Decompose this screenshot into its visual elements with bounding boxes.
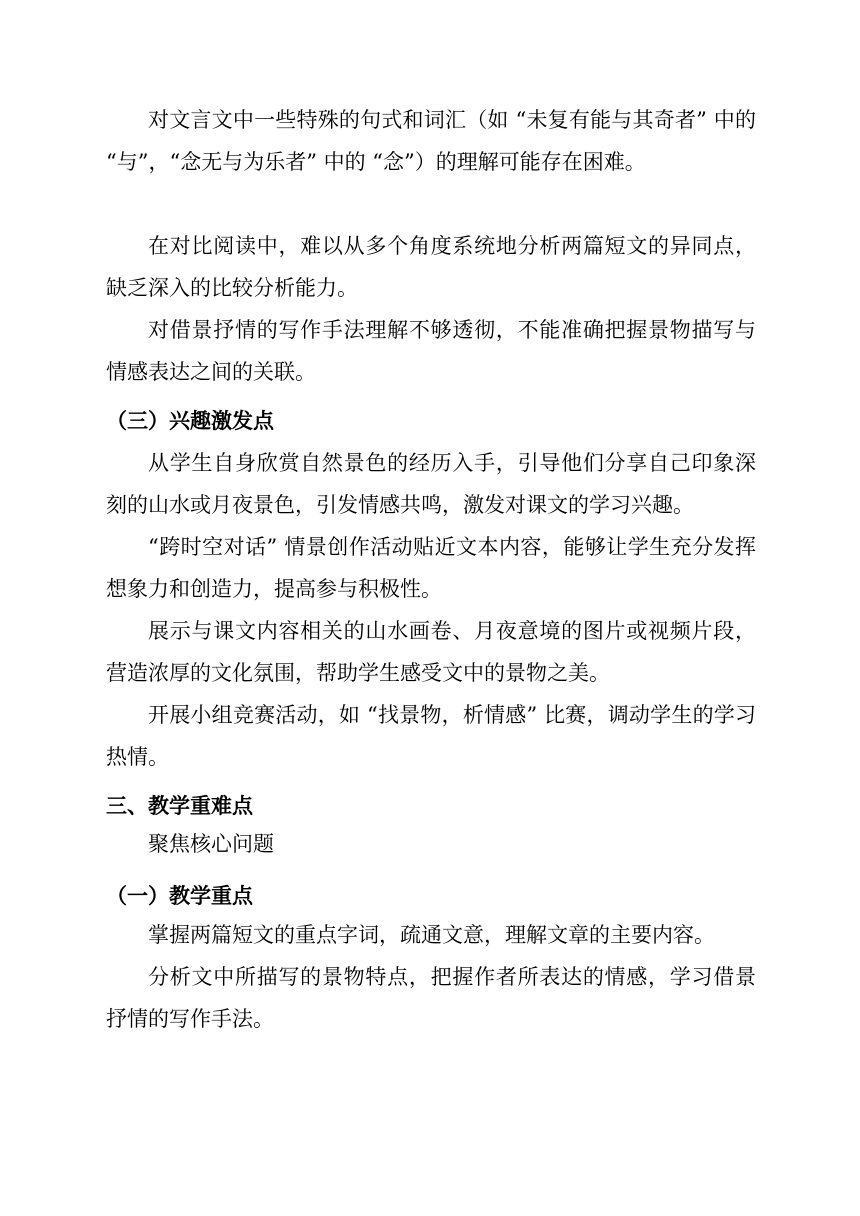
paragraph-difficulty-technique: 对借景抒情的写作手法理解不够透彻，不能准确把握景物描写与情感表达之间的关联。	[106, 318, 756, 384]
paragraph-difficulty-vocabulary: 对文言文中一些特殊的句式和词汇（如 “未复有能与其奇者” 中的 “与”，“念无与为乐者” 中的 “念”）的理解可能存在困难。	[106, 108, 756, 174]
paragraph-interest-media: 展示与课文内容相关的山水画卷、月夜意境的图片或视频片段，营造浓厚的文化氛围，帮助学生感受文中的景物之美。	[106, 619, 756, 685]
paragraph-focus-analysis: 分析文中所描写的景物特点，把握作者所表达的情感，学习借景抒情的写作手法。	[106, 965, 756, 1031]
paragraph-difficulty-comparison: 在对比阅读中，难以从多个角度系统地分析两篇短文的异同点，缺乏深入的比较分析能力。	[106, 234, 756, 300]
paragraph-core-question: 聚焦核心问题	[148, 832, 274, 856]
paragraph-interest-dialogue: “跨时空对话” 情景创作活动贴近文本内容，能够让学生充分发挥想象力和创造力，提高参与积极性。	[106, 535, 756, 601]
heading-teaching-focus: （一）教学重点	[106, 884, 253, 908]
heading-interest-points: （三）兴趣激发点	[106, 409, 274, 433]
heading-section-3: 三、教学重难点	[106, 794, 253, 818]
paragraph-interest-experience: 从学生自身欣赏自然景色的经历入手，引导他们分享自己印象深刻的山水或月夜景色，引发情感共鸣，激发对课文的学习兴趣。	[106, 451, 756, 517]
paragraph-interest-competition: 开展小组竞赛活动，如 “找景物，析情感” 比赛，调动学生的学习热情。	[106, 703, 756, 769]
paragraph-focus-vocabulary: 掌握两篇短文的重点字词，疏通文意，理解文章的主要内容。	[148, 923, 715, 947]
